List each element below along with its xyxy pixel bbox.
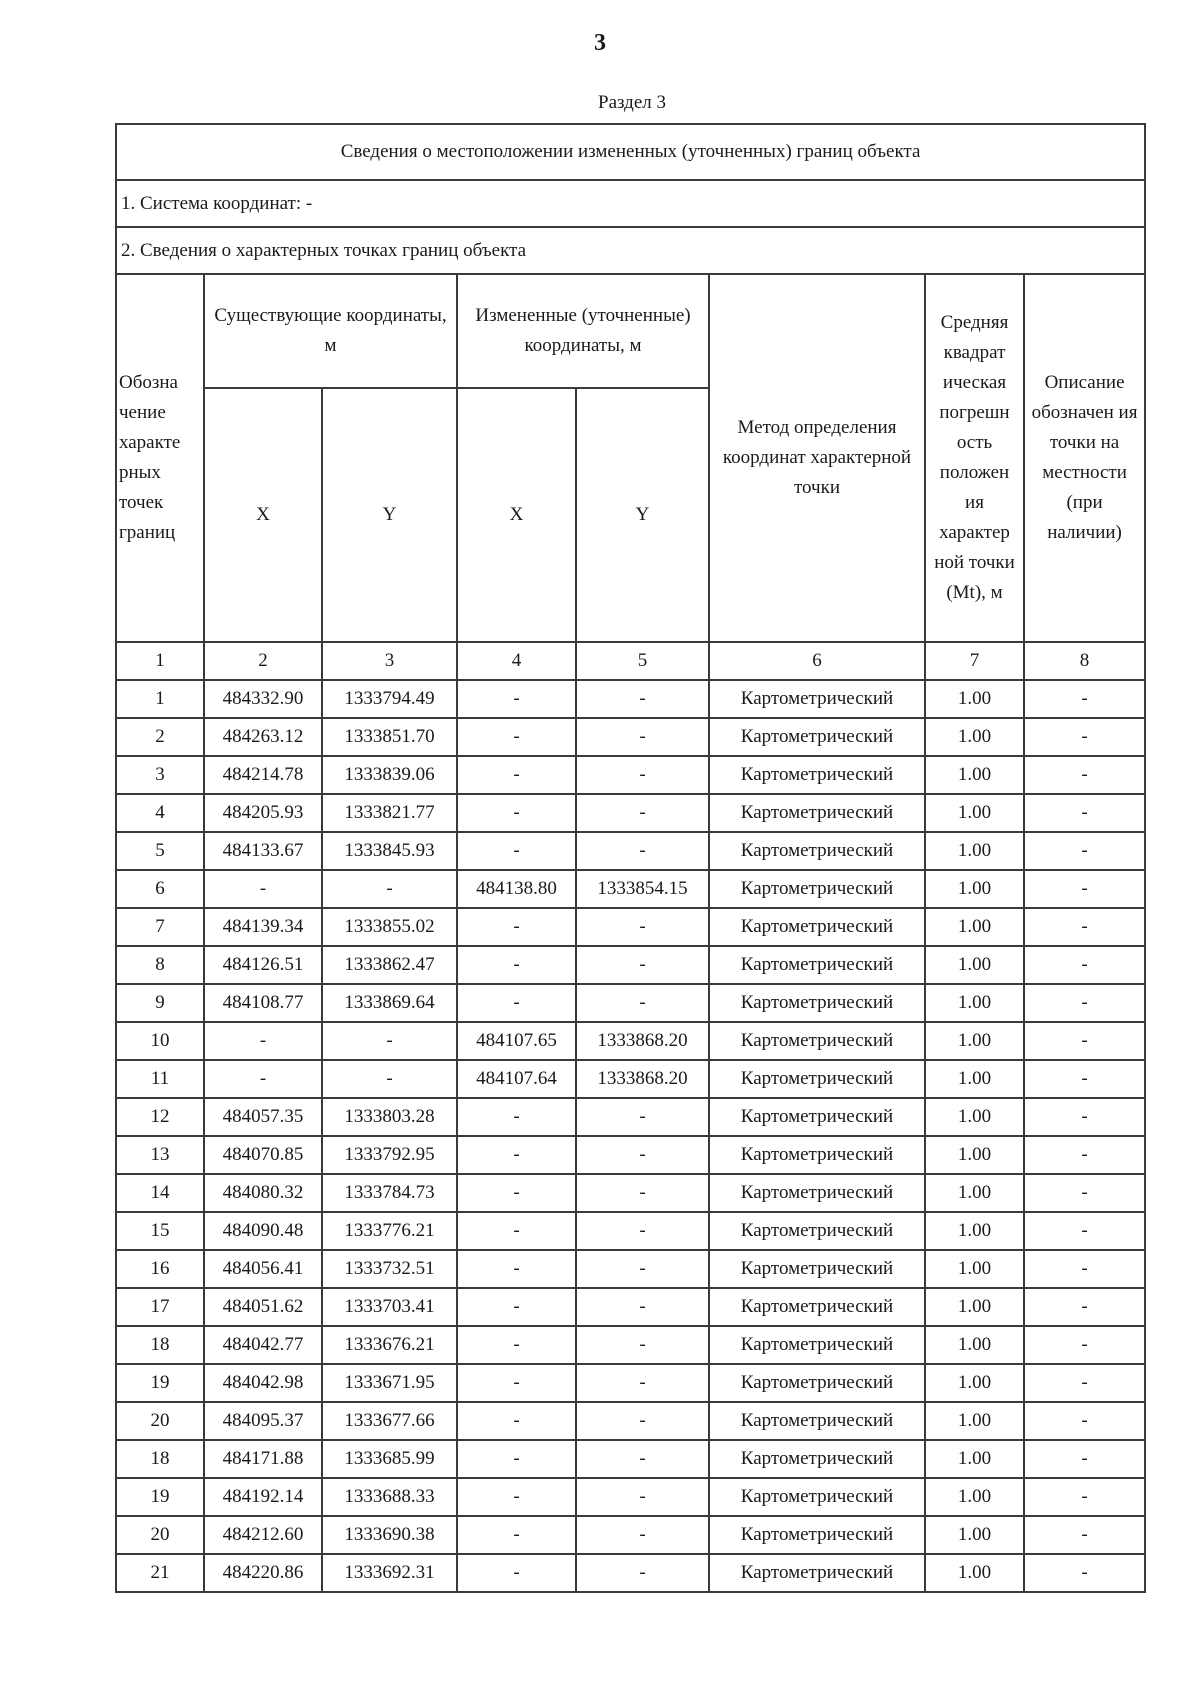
existing-x-cell: 484192.14 bbox=[204, 1478, 322, 1516]
rms-error-cell: 1.00 bbox=[925, 1174, 1024, 1212]
point-number-cell: 15 bbox=[116, 1212, 204, 1250]
description-cell: - bbox=[1024, 1402, 1145, 1440]
changed-y-cell: - bbox=[576, 984, 709, 1022]
existing-y-cell: 1333851.70 bbox=[322, 718, 457, 756]
existing-y-cell: 1333792.95 bbox=[322, 1136, 457, 1174]
changed-x-cell: - bbox=[457, 680, 576, 718]
existing-x-cell: 484263.12 bbox=[204, 718, 322, 756]
changed-y-cell: - bbox=[576, 680, 709, 718]
description-cell: - bbox=[1024, 1288, 1145, 1326]
existing-y-cell: - bbox=[322, 870, 457, 908]
existing-x-cell: 484056.41 bbox=[204, 1250, 322, 1288]
method-cell: Картометрический bbox=[709, 1060, 925, 1098]
rms-error-cell: 1.00 bbox=[925, 1516, 1024, 1554]
method-cell: Картометрический bbox=[709, 1136, 925, 1174]
changed-y-cell: - bbox=[576, 1098, 709, 1136]
existing-y-cell: 1333862.47 bbox=[322, 946, 457, 984]
header-existing-x: X bbox=[204, 388, 322, 642]
rms-error-cell: 1.00 bbox=[925, 832, 1024, 870]
table-row bbox=[116, 1250, 1145, 1288]
method-cell: Картометрический bbox=[709, 1516, 925, 1554]
rms-error-cell: 1.00 bbox=[925, 1250, 1024, 1288]
method-cell: Картометрический bbox=[709, 718, 925, 756]
existing-x-cell: 484205.93 bbox=[204, 794, 322, 832]
rms-error-cell: 1.00 bbox=[925, 908, 1024, 946]
changed-y-cell: 1333868.20 bbox=[576, 1022, 709, 1060]
existing-y-cell: 1333776.21 bbox=[322, 1212, 457, 1250]
table-row bbox=[116, 1212, 1145, 1250]
existing-x-cell: 484212.60 bbox=[204, 1516, 322, 1554]
table-row bbox=[116, 1060, 1145, 1098]
method-cell: Картометрический bbox=[709, 1288, 925, 1326]
existing-x-cell: 484095.37 bbox=[204, 1402, 322, 1440]
rms-error-cell: 1.00 bbox=[925, 1022, 1024, 1060]
point-number-cell: 9 bbox=[116, 984, 204, 1022]
table-row bbox=[116, 1554, 1145, 1592]
changed-x-cell: - bbox=[457, 756, 576, 794]
existing-y-cell: 1333839.06 bbox=[322, 756, 457, 794]
changed-x-cell: - bbox=[457, 908, 576, 946]
table-row bbox=[116, 832, 1145, 870]
changed-y-cell: - bbox=[576, 1554, 709, 1592]
existing-y-cell: 1333671.95 bbox=[322, 1364, 457, 1402]
rms-error-cell: 1.00 bbox=[925, 1060, 1024, 1098]
description-cell: - bbox=[1024, 1364, 1145, 1402]
changed-y-cell: - bbox=[576, 794, 709, 832]
point-number-cell: 4 bbox=[116, 794, 204, 832]
changed-y-cell: - bbox=[576, 1402, 709, 1440]
existing-x-cell: 484171.88 bbox=[204, 1440, 322, 1478]
changed-x-cell: - bbox=[457, 718, 576, 756]
changed-x-cell: - bbox=[457, 946, 576, 984]
existing-x-cell: - bbox=[204, 1022, 322, 1060]
rms-error-cell: 1.00 bbox=[925, 1288, 1024, 1326]
existing-y-cell: 1333692.31 bbox=[322, 1554, 457, 1592]
changed-y-cell: - bbox=[576, 908, 709, 946]
method-cell: Картометрический bbox=[709, 680, 925, 718]
description-cell: - bbox=[1024, 680, 1145, 718]
changed-y-cell: - bbox=[576, 946, 709, 984]
method-cell: Картометрический bbox=[709, 1250, 925, 1288]
point-number-cell: 17 bbox=[116, 1288, 204, 1326]
description-cell: - bbox=[1024, 1516, 1145, 1554]
changed-y-cell: - bbox=[576, 1212, 709, 1250]
method-cell: Картометрический bbox=[709, 946, 925, 984]
rms-error-cell: 1.00 bbox=[925, 1098, 1024, 1136]
description-cell: - bbox=[1024, 756, 1145, 794]
table-row bbox=[116, 1022, 1145, 1060]
method-cell: Картометрический bbox=[709, 870, 925, 908]
rms-error-cell: 1.00 bbox=[925, 1478, 1024, 1516]
rms-error-cell: 1.00 bbox=[925, 946, 1024, 984]
changed-x-cell: - bbox=[457, 1136, 576, 1174]
header-existing-coords: Существующие координаты, м bbox=[204, 274, 457, 388]
header-changed-coords: Измененные (уточненные) координаты, м bbox=[457, 274, 709, 388]
existing-y-cell: 1333794.49 bbox=[322, 680, 457, 718]
existing-x-cell: 484133.67 bbox=[204, 832, 322, 870]
changed-y-cell: - bbox=[576, 1136, 709, 1174]
existing-x-cell: - bbox=[204, 870, 322, 908]
table-row bbox=[116, 870, 1145, 908]
changed-y-cell: 1333868.20 bbox=[576, 1060, 709, 1098]
point-number-cell: 19 bbox=[116, 1364, 204, 1402]
rms-error-cell: 1.00 bbox=[925, 870, 1024, 908]
point-number-cell: 14 bbox=[116, 1174, 204, 1212]
description-cell: - bbox=[1024, 1212, 1145, 1250]
method-cell: Картометрический bbox=[709, 832, 925, 870]
description-cell: - bbox=[1024, 832, 1145, 870]
column-number: 6 bbox=[709, 642, 925, 680]
method-cell: Картометрический bbox=[709, 1098, 925, 1136]
method-cell: Картометрический bbox=[709, 1326, 925, 1364]
existing-x-cell: 484042.77 bbox=[204, 1326, 322, 1364]
point-number-cell: 13 bbox=[116, 1136, 204, 1174]
description-cell: - bbox=[1024, 1326, 1145, 1364]
column-number: 5 bbox=[576, 642, 709, 680]
changed-x-cell: - bbox=[457, 1174, 576, 1212]
changed-y-cell: - bbox=[576, 1326, 709, 1364]
changed-x-cell: - bbox=[457, 1516, 576, 1554]
table-row bbox=[116, 718, 1145, 756]
method-cell: Картометрический bbox=[709, 756, 925, 794]
changed-x-cell: - bbox=[457, 1250, 576, 1288]
existing-y-cell: 1333703.41 bbox=[322, 1288, 457, 1326]
changed-x-cell: - bbox=[457, 1364, 576, 1402]
description-cell: - bbox=[1024, 1554, 1145, 1592]
method-cell: Картометрический bbox=[709, 1174, 925, 1212]
table-row bbox=[116, 984, 1145, 1022]
method-cell: Картометрический bbox=[709, 1212, 925, 1250]
changed-x-cell: 484138.80 bbox=[457, 870, 576, 908]
point-number-cell: 5 bbox=[116, 832, 204, 870]
changed-y-cell: - bbox=[576, 1250, 709, 1288]
table-row bbox=[116, 946, 1145, 984]
description-cell: - bbox=[1024, 1022, 1145, 1060]
changed-y-cell: - bbox=[576, 1174, 709, 1212]
description-cell: - bbox=[1024, 870, 1145, 908]
table-row bbox=[116, 1098, 1145, 1136]
changed-y-cell: - bbox=[576, 1364, 709, 1402]
existing-y-cell: 1333677.66 bbox=[322, 1402, 457, 1440]
rms-error-cell: 1.00 bbox=[925, 1402, 1024, 1440]
existing-x-cell: 484057.35 bbox=[204, 1098, 322, 1136]
header-existing-y: Y bbox=[322, 388, 457, 642]
changed-y-cell: - bbox=[576, 1288, 709, 1326]
table-row bbox=[116, 908, 1145, 946]
changed-y-cell: - bbox=[576, 718, 709, 756]
existing-x-cell: 484080.32 bbox=[204, 1174, 322, 1212]
existing-y-cell: 1333855.02 bbox=[322, 908, 457, 946]
existing-x-cell: 484051.62 bbox=[204, 1288, 322, 1326]
description-cell: - bbox=[1024, 1174, 1145, 1212]
point-number-cell: 20 bbox=[116, 1516, 204, 1554]
point-number-cell: 2 bbox=[116, 718, 204, 756]
changed-x-cell: - bbox=[457, 1326, 576, 1364]
header-description: Описание обозначен ия точки на местности (при наличии) bbox=[1024, 274, 1145, 642]
table-row bbox=[116, 756, 1145, 794]
point-number-cell: 18 bbox=[116, 1440, 204, 1478]
method-cell: Картометрический bbox=[709, 984, 925, 1022]
existing-y-cell: 1333732.51 bbox=[322, 1250, 457, 1288]
description-cell: - bbox=[1024, 984, 1145, 1022]
rms-error-cell: 1.00 bbox=[925, 756, 1024, 794]
table-row bbox=[116, 1136, 1145, 1174]
point-number-cell: 18 bbox=[116, 1326, 204, 1364]
table-row bbox=[116, 1174, 1145, 1212]
point-number-cell: 19 bbox=[116, 1478, 204, 1516]
method-cell: Картометрический bbox=[709, 1440, 925, 1478]
header-designation: Обозна чение характе рных точек границ bbox=[116, 274, 204, 642]
point-number-cell: 20 bbox=[116, 1402, 204, 1440]
rms-error-cell: 1.00 bbox=[925, 1326, 1024, 1364]
column-number-row bbox=[116, 642, 1145, 680]
section-label: Раздел 3 bbox=[598, 92, 666, 113]
existing-y-cell: 1333821.77 bbox=[322, 794, 457, 832]
point-number-cell: 1 bbox=[116, 680, 204, 718]
existing-y-cell: 1333845.93 bbox=[322, 832, 457, 870]
table-row bbox=[116, 1440, 1145, 1478]
existing-y-cell: 1333690.38 bbox=[322, 1516, 457, 1554]
description-cell: - bbox=[1024, 1478, 1145, 1516]
header-changed-y: Y bbox=[576, 388, 709, 642]
point-number-cell: 21 bbox=[116, 1554, 204, 1592]
changed-x-cell: 484107.65 bbox=[457, 1022, 576, 1060]
column-number: 8 bbox=[1024, 642, 1145, 680]
rms-error-cell: 1.00 bbox=[925, 794, 1024, 832]
point-number-cell: 12 bbox=[116, 1098, 204, 1136]
changed-x-cell: - bbox=[457, 794, 576, 832]
existing-y-cell: - bbox=[322, 1060, 457, 1098]
rms-error-cell: 1.00 bbox=[925, 984, 1024, 1022]
method-cell: Картометрический bbox=[709, 1364, 925, 1402]
header-changed-x: X bbox=[457, 388, 576, 642]
existing-x-cell: 484090.48 bbox=[204, 1212, 322, 1250]
point-number-cell: 6 bbox=[116, 870, 204, 908]
rms-error-cell: 1.00 bbox=[925, 1364, 1024, 1402]
column-number: 3 bbox=[322, 642, 457, 680]
point-number-cell: 8 bbox=[116, 946, 204, 984]
point-number-cell: 3 bbox=[116, 756, 204, 794]
existing-x-cell: 484108.77 bbox=[204, 984, 322, 1022]
header-method: Метод определения координат характерной точки bbox=[709, 274, 925, 642]
rms-error-cell: 1.00 bbox=[925, 718, 1024, 756]
changed-y-cell: - bbox=[576, 1478, 709, 1516]
existing-y-cell: - bbox=[322, 1022, 457, 1060]
existing-x-cell: 484126.51 bbox=[204, 946, 322, 984]
rms-error-cell: 1.00 bbox=[925, 680, 1024, 718]
changed-x-cell: - bbox=[457, 832, 576, 870]
table-row bbox=[116, 794, 1145, 832]
changed-x-cell: 484107.64 bbox=[457, 1060, 576, 1098]
table-row bbox=[116, 680, 1145, 718]
existing-x-cell: 484139.34 bbox=[204, 908, 322, 946]
table-row bbox=[116, 1516, 1145, 1554]
existing-y-cell: 1333784.73 bbox=[322, 1174, 457, 1212]
existing-x-cell: 484214.78 bbox=[204, 756, 322, 794]
changed-y-cell: - bbox=[576, 756, 709, 794]
existing-y-cell: 1333803.28 bbox=[322, 1098, 457, 1136]
changed-x-cell: - bbox=[457, 984, 576, 1022]
changed-y-cell: - bbox=[576, 1440, 709, 1478]
rms-error-cell: 1.00 bbox=[925, 1136, 1024, 1174]
points-heading: 2. Сведения о характерных точках границ объекта bbox=[116, 227, 1145, 274]
changed-x-cell: - bbox=[457, 1288, 576, 1326]
method-cell: Картометрический bbox=[709, 1478, 925, 1516]
table-row bbox=[116, 1402, 1145, 1440]
point-number-cell: 7 bbox=[116, 908, 204, 946]
rms-error-cell: 1.00 bbox=[925, 1440, 1024, 1478]
point-number-cell: 10 bbox=[116, 1022, 204, 1060]
changed-x-cell: - bbox=[457, 1478, 576, 1516]
description-cell: - bbox=[1024, 1136, 1145, 1174]
existing-x-cell: 484042.98 bbox=[204, 1364, 322, 1402]
point-number-cell: 11 bbox=[116, 1060, 204, 1098]
table-row bbox=[116, 1326, 1145, 1364]
changed-y-cell: - bbox=[576, 832, 709, 870]
method-cell: Картометрический bbox=[709, 1022, 925, 1060]
header-rms-error: Средняя квадрат ическая погрешн ость положен ия характер ной точки (Mt), м bbox=[925, 274, 1024, 642]
existing-y-cell: 1333685.99 bbox=[322, 1440, 457, 1478]
existing-x-cell: 484070.85 bbox=[204, 1136, 322, 1174]
column-number: 7 bbox=[925, 642, 1024, 680]
description-cell: - bbox=[1024, 1098, 1145, 1136]
rms-error-cell: 1.00 bbox=[925, 1554, 1024, 1592]
description-cell: - bbox=[1024, 1060, 1145, 1098]
boundary-points-table bbox=[115, 123, 1146, 1593]
description-cell: - bbox=[1024, 1250, 1145, 1288]
table-row bbox=[116, 1288, 1145, 1326]
table-title: Сведения о местоположении измененных (уточненных) границ объекта bbox=[116, 124, 1145, 180]
changed-x-cell: - bbox=[457, 1440, 576, 1478]
existing-x-cell: 484220.86 bbox=[204, 1554, 322, 1592]
description-cell: - bbox=[1024, 794, 1145, 832]
rms-error-cell: 1.00 bbox=[925, 1212, 1024, 1250]
changed-x-cell: - bbox=[457, 1402, 576, 1440]
existing-x-cell: - bbox=[204, 1060, 322, 1098]
coordinate-system: 1. Система координат: - bbox=[116, 180, 1145, 227]
description-cell: - bbox=[1024, 946, 1145, 984]
existing-y-cell: 1333688.33 bbox=[322, 1478, 457, 1516]
column-number: 4 bbox=[457, 642, 576, 680]
column-number: 2 bbox=[204, 642, 322, 680]
method-cell: Картометрический bbox=[709, 1554, 925, 1592]
changed-x-cell: - bbox=[457, 1098, 576, 1136]
changed-y-cell: 1333854.15 bbox=[576, 870, 709, 908]
existing-x-cell: 484332.90 bbox=[204, 680, 322, 718]
method-cell: Картометрический bbox=[709, 794, 925, 832]
page-number: 3 bbox=[594, 30, 606, 56]
column-number: 1 bbox=[116, 642, 204, 680]
changed-x-cell: - bbox=[457, 1554, 576, 1592]
existing-y-cell: 1333869.64 bbox=[322, 984, 457, 1022]
description-cell: - bbox=[1024, 718, 1145, 756]
table-row bbox=[116, 1478, 1145, 1516]
point-number-cell: 16 bbox=[116, 1250, 204, 1288]
method-cell: Картометрический bbox=[709, 908, 925, 946]
description-cell: - bbox=[1024, 908, 1145, 946]
method-cell: Картометрический bbox=[709, 1402, 925, 1440]
table-row bbox=[116, 1364, 1145, 1402]
existing-y-cell: 1333676.21 bbox=[322, 1326, 457, 1364]
description-cell: - bbox=[1024, 1440, 1145, 1478]
changed-x-cell: - bbox=[457, 1212, 576, 1250]
changed-y-cell: - bbox=[576, 1516, 709, 1554]
